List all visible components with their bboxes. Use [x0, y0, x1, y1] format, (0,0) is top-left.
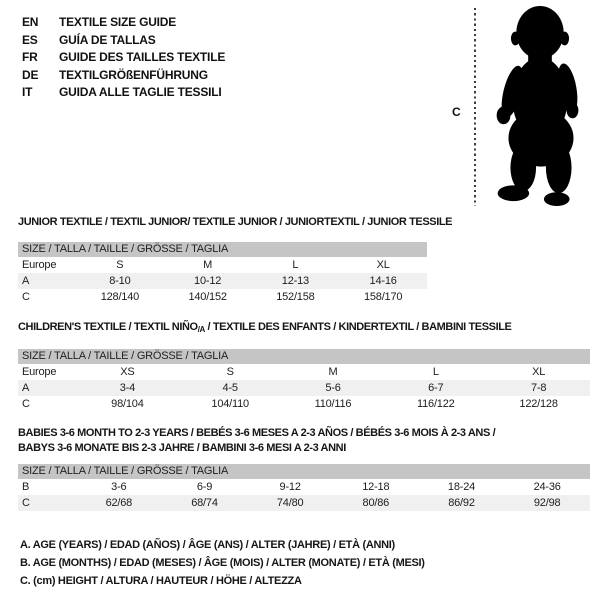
babies-textile-table: [18, 426, 590, 511]
size-cell: 122/128: [519, 398, 558, 410]
size-cell: 98/104: [111, 398, 144, 410]
size-cell: XL: [376, 259, 390, 271]
size-cell: S: [116, 259, 124, 271]
height-dotted-line: [474, 8, 476, 206]
language-text: GUÍA DE TALLAS: [59, 32, 156, 47]
size-header-bar: SIZE / TALLA / TAILLE / GRÖSSE / TAGLIA: [18, 349, 590, 364]
size-cell: 140/152: [188, 291, 227, 303]
size-cell: 6-7: [428, 382, 444, 394]
size-cell: 62/68: [105, 497, 133, 509]
table-row: [18, 257, 427, 273]
size-cell: 68/74: [191, 497, 218, 509]
title-subscript: /A: [197, 325, 205, 334]
row-label: A: [22, 382, 30, 394]
size-cell: XS: [120, 366, 135, 378]
figure-height-label: C: [452, 105, 461, 119]
size-cell: 10-12: [194, 275, 222, 287]
language-code: FR: [22, 50, 38, 64]
row-label: Europe: [22, 259, 57, 271]
childrens-textile-table: [18, 321, 590, 412]
size-cell: 6-9: [196, 481, 213, 493]
table-title: BABIES 3-6 MONTH TO 2-3 YEARS / BEBÉS 3-6 MESES A 2-3 AÑOS / BÉBÉS 3-6 MOIS À 2-3 ANS /: [18, 427, 496, 439]
table-title: BABYS 3-6 MONATE BIS 2-3 JAHRE / BAMBINI 3-6 MESI A 2-3 ANNI: [18, 442, 346, 454]
size-cell: 74/80: [276, 497, 304, 509]
table-title: JUNIOR TEXTILE / TEXTIL JUNIOR/ TEXTILE JUNIOR / JUNIORTEXTIL / JUNIOR TESSILE: [18, 216, 453, 228]
size-cell: 4-5: [222, 382, 238, 394]
language-text: GUIDE DES TAILLES TEXTILE: [59, 50, 226, 64]
title-part: CHILDREN'S TEXTILE / TEXTIL NIÑO: [18, 321, 198, 333]
row-label: Europe: [22, 366, 57, 378]
language-row: [22, 32, 225, 50]
size-cell: 104/110: [211, 398, 249, 410]
size-header-bar: SIZE / TALLA / TAILLE / GRÖSSE / TAGLIA: [18, 242, 427, 257]
size-cell: M: [328, 366, 338, 378]
size-cell: 3-6: [111, 481, 127, 493]
footnote-c: C. (cm) HEIGHT / ALTURA / HAUTEUR / HÖHE / ALTEZZA: [20, 575, 302, 587]
row-label: C: [22, 291, 30, 303]
title-part: / TEXTILE DES ENFANTS / KINDERTEXTIL / BAMBINI TESSILE: [204, 321, 512, 333]
size-cell: 18-24: [447, 481, 476, 493]
table-row: [18, 364, 590, 380]
language-code: IT: [22, 85, 33, 99]
footnotes: [20, 536, 425, 590]
language-code: EN: [22, 15, 39, 29]
row-label: A: [22, 275, 30, 287]
table-row: [18, 380, 590, 396]
language-text: TEXTILE SIZE GUIDE: [59, 15, 177, 29]
size-cell: 5-6: [325, 382, 341, 394]
size-cell: 12-13: [281, 275, 309, 287]
row-label: C: [22, 497, 30, 509]
table-row: [18, 289, 427, 305]
size-header-bar: SIZE / TALLA / TAILLE / GRÖSSE / TAGLIA: [18, 464, 590, 479]
table-row: [18, 479, 590, 495]
junior-textile-table: [18, 216, 453, 305]
toddler-silhouette-icon: [482, 5, 598, 207]
table-row: [18, 396, 590, 412]
language-row: [22, 14, 225, 32]
size-cell: XL: [532, 366, 546, 378]
size-cell: 9-12: [279, 481, 301, 493]
size-cell: M: [203, 259, 213, 271]
footnote-b: B. AGE (MONTHS) / EDAD (MESES) / ÂGE (MOIS) / ALTER (MONATE) / ETÀ (MESI): [20, 557, 425, 569]
size-cell: 158/170: [363, 291, 403, 303]
size-cell: 8-10: [109, 275, 131, 287]
size-cell: 24-36: [533, 481, 561, 493]
size-cell: 7-8: [530, 382, 547, 394]
size-cell: S: [226, 366, 234, 378]
row-label: C: [22, 398, 30, 410]
table-row: [18, 495, 590, 511]
language-code: DE: [22, 67, 39, 82]
size-cell: 152/158: [276, 291, 315, 303]
table-title: [18, 321, 590, 336]
language-header: [22, 14, 225, 102]
size-cell: 12-18: [362, 481, 390, 493]
table-row: [18, 273, 427, 289]
size-cell: 110/116: [314, 398, 352, 410]
language-row: [22, 67, 225, 85]
size-cell: L: [292, 259, 299, 271]
size-cell: 92/98: [533, 497, 561, 509]
size-cell: 3-4: [119, 382, 136, 394]
footnote-a: A. AGE (YEARS) / EDAD (AÑOS) / ÂGE (ANS) / ALTER (JAHRE) / ETÀ (ANNI): [20, 539, 395, 551]
size-cell: 14-16: [369, 275, 397, 287]
size-cell: 116/122: [417, 398, 455, 410]
language-code: ES: [22, 32, 38, 47]
size-cell: L: [432, 366, 439, 378]
language-row: [22, 49, 225, 67]
size-cell: 80/86: [362, 497, 390, 509]
language-text: GUIDA ALLE TAGLIE TESSILI: [59, 85, 222, 99]
language-row: [22, 84, 225, 102]
language-text: TEXTILGRÖßENFÜHRUNG: [59, 67, 208, 82]
size-cell: 128/140: [100, 291, 140, 303]
size-cell: 86/92: [448, 497, 475, 509]
row-label: B: [22, 481, 30, 493]
